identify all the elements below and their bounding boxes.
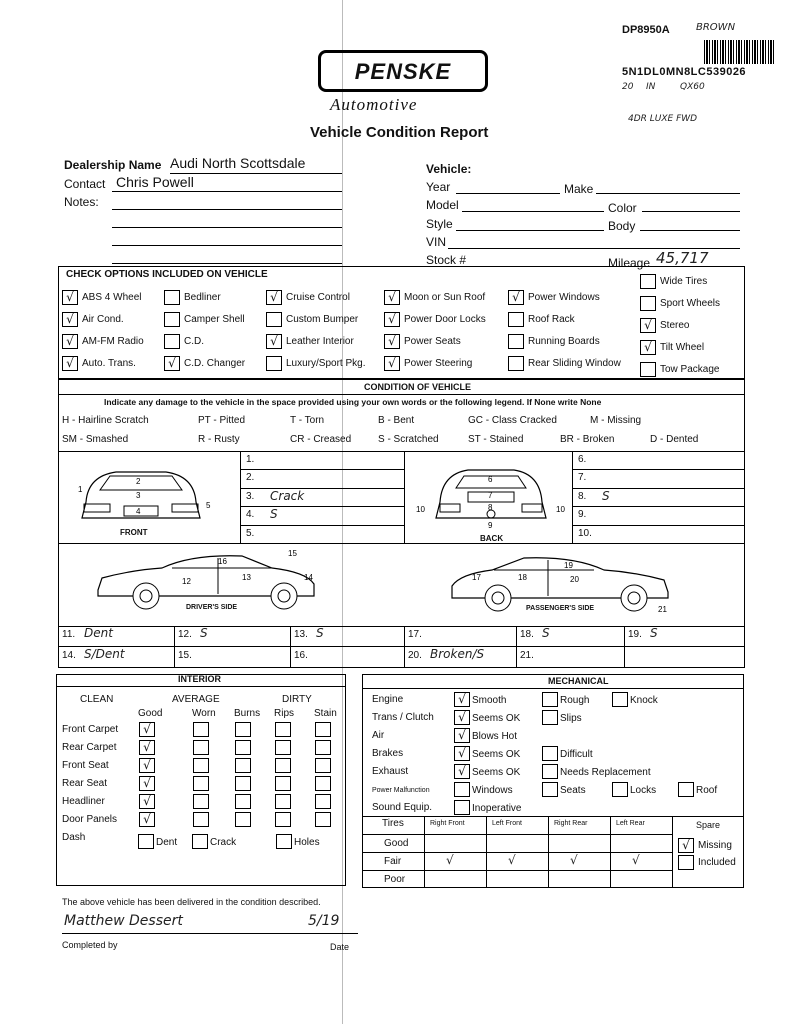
svg-text:12: 12 xyxy=(182,577,191,586)
make-label: Make xyxy=(564,182,594,196)
interior-col-header: Good xyxy=(138,708,163,719)
option-label: Rear Sliding Window xyxy=(528,358,621,369)
tire-row-divider xyxy=(362,870,672,871)
tire-col-divider xyxy=(610,816,611,888)
mechanical-row-label: Sound Equip. xyxy=(372,802,433,813)
svg-text:13: 13 xyxy=(242,573,251,582)
interior-checkbox[interactable] xyxy=(315,740,331,755)
option-checkbox[interactable] xyxy=(164,290,180,305)
interior-checkbox[interactable] xyxy=(193,740,209,755)
car-driver-side-diagram xyxy=(92,550,322,612)
interior-row-label: Rear Seat xyxy=(62,778,108,789)
option-checkbox[interactable]: √ xyxy=(266,290,282,305)
damage-note[interactable]: S xyxy=(316,626,324,640)
tire-fair-mark[interactable]: √ xyxy=(632,853,640,867)
option-label: Luxury/Sport Pkg. xyxy=(286,358,366,369)
mechanical-row-label: Brakes xyxy=(372,748,404,759)
svg-text:17: 17 xyxy=(472,573,481,582)
vin-barcode xyxy=(704,40,774,64)
style-label: Style xyxy=(426,217,453,231)
mechanical-checkbox[interactable]: √ xyxy=(454,764,470,779)
mechanical-checkbox[interactable] xyxy=(678,782,694,797)
contact-label: Contact xyxy=(64,177,106,191)
option-checkbox[interactable]: √ xyxy=(384,334,400,349)
option-label: Tow Package xyxy=(660,364,720,375)
option-label: Leather Interior xyxy=(286,336,354,347)
interior-checkbox[interactable] xyxy=(275,758,291,773)
damage-number: 14. xyxy=(62,650,76,661)
svg-text:16: 16 xyxy=(218,557,227,566)
interior-checkbox[interactable] xyxy=(315,794,331,809)
legend-item: M - Missing xyxy=(590,415,642,426)
damage-number: 16. xyxy=(294,650,308,661)
option-checkbox[interactable]: √ xyxy=(508,290,524,305)
interior-checkbox[interactable] xyxy=(315,812,331,827)
svg-text:10: 10 xyxy=(416,505,425,514)
vin-barcode-text: 5N1DL0MN8LC539026 xyxy=(622,66,747,78)
car-front-diagram xyxy=(66,462,216,534)
interior-checkbox[interactable] xyxy=(235,740,251,755)
color-label: Color xyxy=(608,201,637,215)
model-note: 4DR LUXE FWD xyxy=(628,114,698,124)
option-label: Sport Wheels xyxy=(660,298,721,309)
mechanical-checkbox[interactable]: √ xyxy=(454,710,470,725)
mechanical-option-label: Seems OK xyxy=(472,749,521,760)
option-checkbox[interactable] xyxy=(508,356,524,371)
legend-item: B - Bent xyxy=(378,415,415,426)
damage-number: 18. xyxy=(520,629,534,640)
notes-label: Notes: xyxy=(64,195,99,209)
svg-text:18: 18 xyxy=(518,573,527,582)
clean-heading: CLEAN xyxy=(80,694,114,705)
mechanical-checkbox[interactable] xyxy=(542,782,558,797)
option-checkbox[interactable] xyxy=(640,362,656,377)
option-checkbox[interactable]: √ xyxy=(266,334,282,349)
logo-subtitle: Automotive xyxy=(330,95,418,114)
mechanical-option-label: Windows xyxy=(472,785,513,796)
form-code: DP8950A xyxy=(622,24,670,36)
svg-text:21: 21 xyxy=(658,605,667,614)
damage-note[interactable]: Broken/S xyxy=(430,647,485,661)
legend-item: PT - Pitted xyxy=(198,415,246,426)
option-label: Power Seats xyxy=(404,336,461,347)
tire-col-divider xyxy=(672,816,673,888)
list-divider xyxy=(572,469,745,470)
option-checkbox[interactable] xyxy=(164,312,180,327)
mechanical-checkbox[interactable] xyxy=(542,764,558,779)
stock-label: Stock # xyxy=(426,253,467,267)
dirty-heading: DIRTY xyxy=(282,694,312,705)
code-year: 20 xyxy=(622,82,634,92)
legend-item: GC - Class Cracked xyxy=(468,415,557,426)
option-checkbox[interactable] xyxy=(266,312,282,327)
interior-checkbox[interactable] xyxy=(315,776,331,791)
tire-col-divider xyxy=(486,816,487,888)
interior-checkbox[interactable] xyxy=(275,722,291,737)
notes-line[interactable] xyxy=(112,263,342,264)
damage-note[interactable]: S xyxy=(270,507,278,522)
legend-item: S - Scratched xyxy=(378,434,439,445)
mechanical-option-label: Knock xyxy=(630,695,658,706)
make-field[interactable] xyxy=(596,193,740,194)
legend-item: SM - Smashed xyxy=(62,434,129,445)
option-checkbox[interactable] xyxy=(508,334,524,349)
tire-row-label: Poor xyxy=(384,874,406,885)
interior-checkbox[interactable]: √ xyxy=(139,776,155,791)
tire-col-divider xyxy=(424,816,425,888)
damage-number: 7. xyxy=(578,472,587,484)
style-field[interactable] xyxy=(456,230,604,231)
damage-number: 3. xyxy=(246,490,255,502)
penske-logo xyxy=(318,50,488,92)
interior-checkbox[interactable] xyxy=(275,740,291,755)
interior-checkbox[interactable] xyxy=(193,776,209,791)
interior-checkbox[interactable] xyxy=(275,812,291,827)
grid-divider xyxy=(290,626,291,668)
interior-col-header: Worn xyxy=(192,708,216,719)
option-label: Power Steering xyxy=(404,358,473,369)
mechanical-checkbox[interactable] xyxy=(454,800,470,815)
dash-option-label: Holes xyxy=(294,837,320,848)
interior-row-label: Front Carpet xyxy=(62,724,119,735)
legend-item: H - Hairline Scratch xyxy=(62,415,149,426)
option-label: Running Boards xyxy=(528,336,600,347)
dealership-value[interactable]: Audi North Scottsdale xyxy=(170,155,306,171)
damage-number: 21. xyxy=(520,650,534,661)
interior-heading: INTERIOR xyxy=(178,674,222,684)
dash-checkbox[interactable] xyxy=(192,834,208,849)
interior-checkbox[interactable] xyxy=(235,758,251,773)
damage-note[interactable]: Dent xyxy=(84,626,113,640)
mechanical-row-label: Power Malfunction xyxy=(372,787,430,794)
drivers-side-label: DRIVER'S SIDE xyxy=(186,604,238,611)
mechanical-row-label: Exhaust xyxy=(372,766,409,777)
interior-row-label: Rear Carpet xyxy=(62,742,117,753)
option-checkbox[interactable] xyxy=(640,274,656,289)
damage-note[interactable]: S/Dent xyxy=(84,647,125,661)
option-checkbox[interactable]: √ xyxy=(62,312,78,327)
grid-divider xyxy=(174,626,175,668)
mileage-label: Mileage xyxy=(608,256,651,270)
svg-text:8: 8 xyxy=(488,503,493,512)
damage-number: 13. xyxy=(294,629,308,640)
option-checkbox[interactable]: √ xyxy=(640,340,656,355)
option-checkbox[interactable]: √ xyxy=(164,356,180,371)
tire-row-label: Fair xyxy=(384,856,402,867)
mechanical-heading: MECHANICAL xyxy=(548,676,609,686)
option-label: Air Cond. xyxy=(82,314,124,325)
passengers-side-label: PASSENGER'S SIDE xyxy=(526,605,595,612)
mileage-value[interactable]: 45,717 xyxy=(656,249,709,267)
option-label: Auto. Trans. xyxy=(82,358,136,369)
option-label: Power Windows xyxy=(528,292,600,303)
tire-header: Right Rear xyxy=(554,820,588,827)
page-title: Vehicle Condition Report xyxy=(310,124,489,141)
code-make: IN xyxy=(646,82,656,92)
list-divider xyxy=(572,506,745,507)
notes-line[interactable] xyxy=(112,245,342,246)
mechanical-option-label: Slips xyxy=(560,713,582,724)
spare-option-label: Missing xyxy=(698,840,732,851)
option-checkbox[interactable] xyxy=(508,312,524,327)
mechanical-option-label: Blows Hot xyxy=(472,731,518,742)
delivery-statement: The above vehicle has been delivered in the condition described. xyxy=(62,897,321,907)
legend-item: ST - Stained xyxy=(468,434,524,445)
list-divider xyxy=(572,488,745,489)
option-label: Power Door Locks xyxy=(404,314,486,325)
interior-row-label: Front Seat xyxy=(62,760,109,771)
color-field[interactable] xyxy=(642,211,740,212)
condition-instruction: Indicate any damage to the vehicle in the space provided using your own words or the following legend. If None write None xyxy=(104,397,602,407)
option-label: C.D. xyxy=(184,336,204,347)
interior-checkbox[interactable] xyxy=(235,794,251,809)
dash-option-label: Dent xyxy=(156,837,178,848)
contact-value[interactable]: Chris Powell xyxy=(116,174,194,190)
model-field[interactable] xyxy=(462,211,604,212)
dash-checkbox[interactable] xyxy=(276,834,292,849)
option-checkbox[interactable]: √ xyxy=(384,312,400,327)
mechanical-row-label: Trans / Clutch xyxy=(372,712,434,723)
interior-row-label: Headliner xyxy=(62,796,105,807)
list-divider xyxy=(240,488,404,489)
tire-fair-mark[interactable]: √ xyxy=(446,853,454,867)
option-label: Tilt Wheel xyxy=(660,342,705,353)
mechanical-checkbox[interactable] xyxy=(542,692,558,707)
code-model: QX60 xyxy=(680,82,705,92)
mechanical-row-label: Engine xyxy=(372,694,404,705)
option-label: Cruise Control xyxy=(286,292,350,303)
damage-number: 15. xyxy=(178,650,192,661)
option-checkbox[interactable]: √ xyxy=(384,356,400,371)
dash-label: Dash xyxy=(62,832,86,843)
interior-checkbox[interactable]: √ xyxy=(139,794,155,809)
option-checkbox[interactable]: √ xyxy=(62,356,78,371)
signature[interactable]: Matthew Dessert xyxy=(64,913,183,929)
legend-item: CR - Creased xyxy=(290,434,352,445)
mechanical-option-label: Seats xyxy=(560,785,586,796)
completed-by-label: Completed by xyxy=(62,940,118,950)
interior-col-header: Rips xyxy=(274,708,295,719)
tire-header: Tires xyxy=(382,818,404,829)
option-label: Roof Rack xyxy=(528,314,575,325)
damage-number: 9. xyxy=(578,509,587,521)
svg-text:7: 7 xyxy=(488,491,493,500)
damage-note[interactable]: S xyxy=(542,626,550,640)
svg-text:6: 6 xyxy=(488,475,493,484)
mechanical-checkbox[interactable] xyxy=(612,782,628,797)
tire-header: Left Rear xyxy=(616,820,645,827)
svg-text:3: 3 xyxy=(136,491,141,500)
mechanical-option-label: Smooth xyxy=(472,695,507,706)
damage-note[interactable]: S xyxy=(200,626,208,640)
option-checkbox[interactable]: √ xyxy=(62,290,78,305)
grid-divider xyxy=(404,626,405,668)
notes-line[interactable] xyxy=(112,209,342,210)
year-label: Year xyxy=(426,180,451,194)
logo-text: PENSKE xyxy=(354,59,452,84)
damage-number: 12. xyxy=(178,629,192,640)
damage-number: 19. xyxy=(628,629,642,640)
mechanical-option-label: Roof xyxy=(696,785,718,796)
svg-text:10: 10 xyxy=(556,505,565,514)
color-note: BROWN xyxy=(696,22,736,33)
damage-number: 20. xyxy=(408,650,422,661)
average-heading: AVERAGE xyxy=(172,694,220,705)
option-checkbox[interactable] xyxy=(266,356,282,371)
damage-number: 17. xyxy=(408,629,422,640)
damage-note[interactable]: S xyxy=(650,626,658,640)
front-label: FRONT xyxy=(120,528,148,537)
legend-item: D - Dented xyxy=(650,434,699,445)
interior-col-header: Burns xyxy=(234,708,261,719)
mechanical-checkbox[interactable] xyxy=(612,692,628,707)
spare-option-label: Included xyxy=(698,857,736,868)
mechanical-checkbox[interactable]: √ xyxy=(454,746,470,761)
option-label: Bedliner xyxy=(184,292,221,303)
interior-checkbox[interactable]: √ xyxy=(139,812,155,827)
interior-checkbox[interactable] xyxy=(235,812,251,827)
body-label: Body xyxy=(608,219,636,233)
dash-option-label: Crack xyxy=(210,837,237,848)
mechanical-checkbox[interactable] xyxy=(542,710,558,725)
damage-note[interactable]: S xyxy=(602,488,610,503)
svg-text:5: 5 xyxy=(206,501,211,510)
grid-divider xyxy=(516,626,517,668)
svg-text:1: 1 xyxy=(78,485,83,494)
mechanical-checkbox[interactable] xyxy=(454,782,470,797)
svg-text:14: 14 xyxy=(304,573,313,582)
interior-checkbox[interactable] xyxy=(315,758,331,773)
option-label: Moon or Sun Roof xyxy=(404,292,486,303)
tire-header: Right Front xyxy=(430,820,465,827)
tire-row-label: Good xyxy=(384,838,409,849)
date-label: Date xyxy=(330,942,350,952)
interior-row-label: Door Panels xyxy=(62,814,118,825)
option-label: AM-FM Radio xyxy=(82,336,144,347)
grid-divider xyxy=(624,626,625,668)
svg-text:4: 4 xyxy=(136,507,141,516)
option-checkbox[interactable]: √ xyxy=(384,290,400,305)
mechanical-option-label: Locks xyxy=(630,785,657,796)
interior-checkbox[interactable] xyxy=(193,722,209,737)
list-divider xyxy=(572,525,745,526)
option-label: Custom Bumper xyxy=(286,314,359,325)
year-field[interactable] xyxy=(456,193,560,194)
spare-checkbox[interactable]: √ xyxy=(678,838,694,853)
damage-number: 2. xyxy=(246,472,255,484)
tire-row-divider xyxy=(362,852,672,853)
legend-item: BR - Broken xyxy=(560,434,615,445)
mechanical-option-label: Rough xyxy=(560,695,590,706)
svg-text:19: 19 xyxy=(564,561,573,570)
vin-label: VIN xyxy=(426,235,447,249)
notes-line[interactable] xyxy=(112,227,342,228)
damage-number: 1. xyxy=(246,454,255,465)
car-back-diagram xyxy=(416,462,566,534)
damage-number: 8. xyxy=(578,490,587,502)
legend-item: T - Torn xyxy=(290,415,325,426)
damage-number: 11. xyxy=(62,629,76,640)
svg-text:2: 2 xyxy=(136,477,141,486)
tire-table-top xyxy=(362,816,744,817)
svg-text:9: 9 xyxy=(488,521,493,530)
mechanical-option-label: Seems OK xyxy=(472,767,521,778)
list-divider xyxy=(240,506,404,507)
interior-checkbox[interactable] xyxy=(275,794,291,809)
condition-heading: CONDITION OF VEHICLE xyxy=(364,382,472,392)
interior-checkbox[interactable] xyxy=(193,758,209,773)
body-field[interactable] xyxy=(640,230,740,231)
spare-checkbox[interactable] xyxy=(678,855,694,870)
list-divider xyxy=(240,469,404,470)
interior-checkbox[interactable]: √ xyxy=(139,740,155,755)
model-label: Model xyxy=(426,198,459,212)
tire-fair-mark[interactable]: √ xyxy=(508,853,516,867)
svg-text:20: 20 xyxy=(570,575,579,584)
interior-checkbox[interactable] xyxy=(193,812,209,827)
option-label: ABS 4 Wheel xyxy=(82,292,142,303)
interior-checkbox[interactable] xyxy=(235,776,251,791)
svg-text:15: 15 xyxy=(288,550,297,558)
dash-checkbox[interactable] xyxy=(138,834,154,849)
back-label: BACK xyxy=(480,534,504,543)
mechanical-row-label: Air xyxy=(372,730,385,741)
interior-checkbox[interactable] xyxy=(235,722,251,737)
option-checkbox[interactable] xyxy=(640,296,656,311)
damage-number: 5. xyxy=(246,527,255,539)
mechanical-option-label: Inoperative xyxy=(472,803,522,814)
mechanical-checkbox[interactable]: √ xyxy=(454,692,470,707)
interior-checkbox[interactable] xyxy=(315,722,331,737)
option-checkbox[interactable]: √ xyxy=(640,318,656,333)
damage-number: 6. xyxy=(578,454,587,465)
options-heading: CHECK OPTIONS INCLUDED ON VEHICLE xyxy=(66,269,268,280)
interior-col-header: Stain xyxy=(314,708,337,719)
interior-checkbox[interactable]: √ xyxy=(139,722,155,737)
interior-checkbox[interactable]: √ xyxy=(139,758,155,773)
damage-number: 4. xyxy=(246,509,255,521)
option-checkbox[interactable] xyxy=(164,334,180,349)
tire-header: Spare xyxy=(696,820,721,830)
list-divider xyxy=(240,525,404,526)
tire-col-divider xyxy=(548,816,549,888)
damage-note[interactable]: Crack xyxy=(270,488,305,503)
vehicle-heading: Vehicle: xyxy=(426,162,472,176)
option-label: Wide Tires xyxy=(660,276,708,287)
option-label: Stereo xyxy=(660,320,690,331)
mechanical-option-label: Difficult xyxy=(560,749,593,760)
date-value[interactable]: 5/19 xyxy=(308,913,340,929)
mechanical-option-label: Needs Replacement xyxy=(560,767,651,778)
option-checkbox[interactable]: √ xyxy=(62,334,78,349)
tire-row-divider xyxy=(362,834,672,835)
option-label: C.D. Changer xyxy=(184,358,246,369)
tire-fair-mark[interactable]: √ xyxy=(570,853,578,867)
mechanical-option-label: Seems OK xyxy=(472,713,521,724)
dealership-label: Dealership Name xyxy=(64,158,162,172)
legend-item: R - Rusty xyxy=(198,434,240,445)
mechanical-checkbox[interactable] xyxy=(542,746,558,761)
interior-checkbox[interactable] xyxy=(193,794,209,809)
mechanical-checkbox[interactable]: √ xyxy=(454,728,470,743)
option-label: Camper Shell xyxy=(184,314,245,325)
interior-checkbox[interactable] xyxy=(275,776,291,791)
tire-header: Left Front xyxy=(492,820,522,827)
damage-number: 10. xyxy=(578,527,592,539)
